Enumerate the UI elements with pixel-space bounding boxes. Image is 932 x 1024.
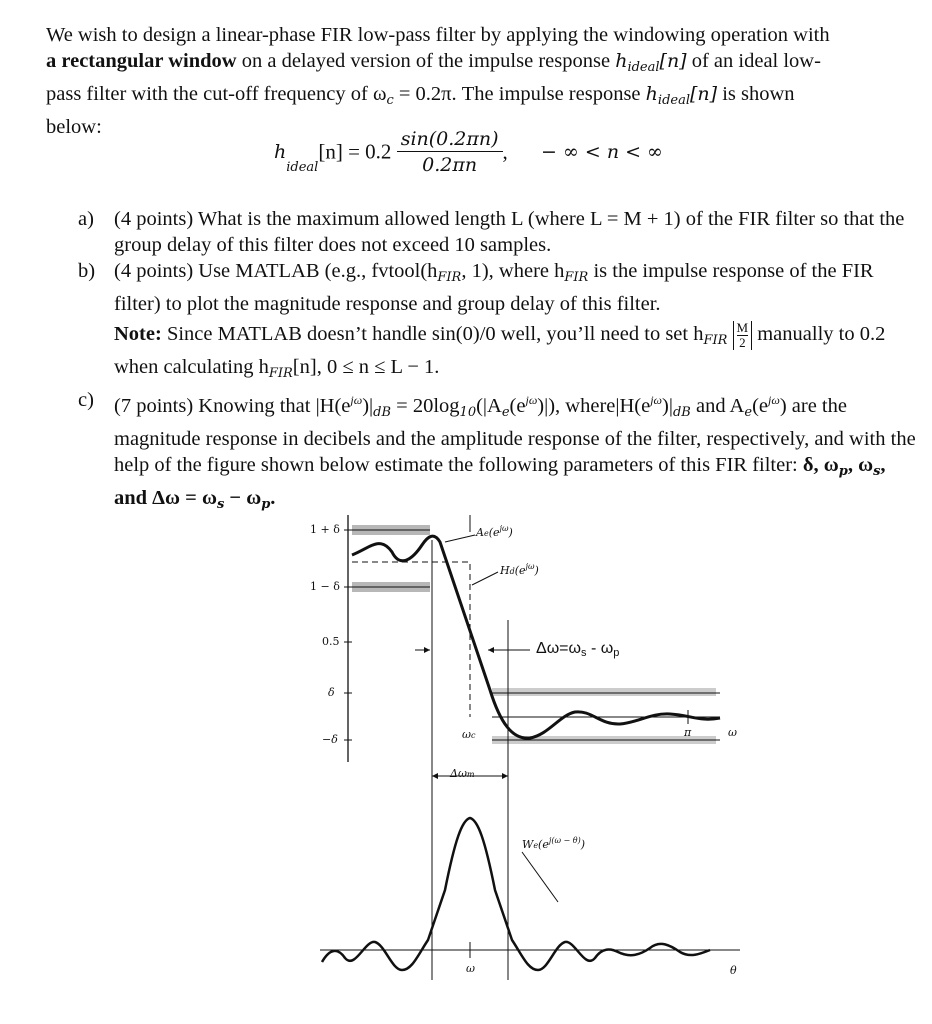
note-text-2: manually to 0.2 when calculating h bbox=[114, 323, 886, 379]
question-list bbox=[78, 206, 918, 518]
we-label-text: W bbox=[522, 838, 534, 851]
ae-label-text: A bbox=[476, 526, 484, 539]
we-sup: j(ω − θ) bbox=[548, 836, 581, 845]
q-c-params-2: , ω bbox=[847, 454, 874, 477]
h-sub: ideal bbox=[627, 60, 660, 75]
intro-bold: a rectangular window bbox=[46, 50, 237, 72]
q-c-s-sub: s bbox=[873, 464, 881, 480]
intro-line-4: below: bbox=[46, 116, 102, 138]
h-symbol: h bbox=[615, 50, 628, 72]
delta-mid: - ω bbox=[586, 640, 614, 657]
dwm-arrow-right bbox=[502, 773, 508, 779]
dwm-label bbox=[450, 767, 475, 780]
q-c-db: dB bbox=[373, 405, 392, 421]
intro-text: on a delayed version of the impulse response bbox=[236, 50, 616, 72]
wc-label bbox=[462, 728, 475, 741]
note-label: Note: bbox=[114, 323, 162, 346]
window-figure bbox=[300, 500, 760, 1010]
omega-label: ω bbox=[728, 726, 737, 739]
stopband-upper-band bbox=[492, 688, 716, 696]
ae-pointer bbox=[445, 535, 475, 542]
we-pointer bbox=[522, 852, 558, 902]
q-c-sup: jω bbox=[525, 393, 538, 408]
question-a bbox=[78, 206, 918, 258]
label-1md: 1 − δ bbox=[310, 580, 340, 593]
label-05: 0.5 bbox=[322, 635, 340, 648]
fir-sub: FIR bbox=[268, 366, 293, 382]
question-label: b) bbox=[78, 260, 96, 282]
question-label: c) bbox=[78, 389, 94, 412]
m-over-2 bbox=[733, 321, 753, 350]
intro-text-end: of an ideal low- bbox=[686, 50, 821, 72]
he-label bbox=[500, 562, 539, 577]
eq-range: − ∞ < n < ∞ bbox=[541, 141, 663, 163]
q-c-7: )| bbox=[662, 395, 673, 418]
ae-sub: e bbox=[483, 529, 489, 538]
he-close: ) bbox=[534, 564, 539, 577]
intro-line-3-end: is shown bbox=[717, 83, 795, 105]
he-label-text: H bbox=[500, 564, 510, 577]
q-c-1: (7 points) Knowing that |H(e bbox=[114, 395, 351, 418]
question-b-note bbox=[114, 321, 918, 387]
fir-sub: FIR bbox=[564, 270, 589, 285]
he-arg: (e bbox=[514, 564, 526, 577]
q-c-p-sub: p bbox=[261, 497, 271, 513]
eq-denominator: 0.2πn bbox=[422, 154, 478, 176]
q-c-9: (e bbox=[752, 395, 769, 418]
question-b-text: (4 points) Use MATLAB (e.g., fvtool(h bbox=[114, 260, 438, 282]
h-symbol-2: h bbox=[645, 83, 658, 105]
intro-paragraph bbox=[46, 22, 916, 140]
n-arg: [n] bbox=[659, 50, 687, 72]
q-c-5: (e bbox=[509, 395, 526, 418]
label-d: δ bbox=[328, 686, 335, 699]
dw-arrowhead-right bbox=[488, 647, 494, 653]
fir-sub: FIR bbox=[703, 333, 728, 349]
wc-sub: c bbox=[386, 93, 394, 108]
he-sup: jω bbox=[525, 562, 535, 571]
q-c-s-sub: s bbox=[216, 497, 225, 513]
window-spectrum-curve bbox=[322, 818, 710, 970]
dw-arrowhead-left bbox=[424, 647, 430, 653]
we-arg: (e bbox=[538, 838, 549, 851]
note-text-3: [n], 0 ≤ n ≤ L − 1. bbox=[292, 356, 440, 379]
delta-omega-text: Δω=ω bbox=[536, 640, 582, 657]
q-c-db: dB bbox=[672, 405, 691, 421]
he-sub: d bbox=[509, 567, 515, 576]
q-c-4: (|A bbox=[476, 395, 502, 418]
eq-lhs: h bbox=[274, 141, 287, 163]
q-c-2: )| bbox=[362, 395, 374, 418]
wc-label-sub: c bbox=[470, 731, 476, 740]
ae-sup: jω bbox=[499, 524, 509, 533]
q-c-params-3: , and Δω = ω bbox=[114, 454, 886, 510]
h-sub-2: ideal bbox=[657, 93, 690, 108]
question-b bbox=[78, 258, 918, 387]
ae-label bbox=[476, 524, 513, 539]
wc-text: ω bbox=[462, 728, 471, 741]
label-md: −δ bbox=[322, 733, 338, 746]
dwm-sub: m bbox=[466, 770, 475, 779]
question-a-text: (4 points) What is the maximum allowed length L (where L = M + 1) of the FIR filter so that the group delay of this filter does not exceed 10 samples. bbox=[114, 208, 905, 256]
theta-label: θ bbox=[730, 964, 737, 977]
intro-line-3: pass filter with the cut-off frequency of ω bbox=[46, 83, 387, 105]
ae-arg: (e bbox=[488, 526, 500, 539]
q-c-sup: jω bbox=[650, 393, 663, 408]
q-c-8: and A bbox=[690, 395, 745, 418]
pi-label: π bbox=[684, 726, 692, 739]
q-c-params: δ, ω bbox=[802, 454, 839, 477]
q-c-sup: jω bbox=[350, 393, 363, 408]
n-arg-2: [n] bbox=[690, 83, 718, 105]
eq-lhs-arg: [n] = 0.2 bbox=[318, 139, 392, 164]
he-pointer bbox=[472, 572, 498, 585]
question-b-text-3: is the impulse response of the FIR filter) to plot the magnitude response and group delay of this filter. bbox=[114, 260, 874, 315]
question-b-text-2: , 1), where h bbox=[461, 260, 565, 282]
we-close: ) bbox=[580, 838, 586, 851]
we-label bbox=[522, 836, 585, 851]
q-c-sup: jω bbox=[768, 393, 780, 408]
impulse-response-equation bbox=[274, 128, 734, 188]
fir-sub: FIR bbox=[437, 270, 462, 285]
intro-line-3-mid: = 0.2π. The impulse response bbox=[393, 83, 646, 105]
label-1pd: 1 + δ bbox=[310, 523, 340, 536]
eq-lhs-sub: ideal bbox=[286, 159, 319, 175]
eq-fraction bbox=[397, 128, 503, 176]
lower-omega-label: ω bbox=[466, 962, 475, 975]
q-c-params-4: − ω bbox=[224, 487, 262, 510]
intro-line-1: We wish to design a linear-phase FIR low-pass filter by applying the windowing operation with bbox=[46, 24, 830, 46]
q-c-p-sub: p bbox=[838, 464, 848, 480]
q-c-6: )|), where|H(e bbox=[537, 395, 651, 418]
q-c-10-text: ) are the magnitude response in decibels and the amplitude response of the filter, respectively, and with the help of the figure shown below estimate the following parameters of this FIR filter: bbox=[114, 395, 916, 477]
delta-omega-label bbox=[536, 640, 619, 659]
frac-bot: 2 bbox=[739, 335, 746, 350]
q-c-params-5: . bbox=[270, 487, 276, 510]
dwm-text: Δω bbox=[450, 767, 467, 780]
frac-top: M bbox=[736, 320, 749, 335]
delta-p-sub: p bbox=[613, 647, 620, 659]
q-c-e: e bbox=[744, 405, 753, 421]
ae-close: ) bbox=[508, 526, 513, 539]
question-c bbox=[78, 387, 918, 518]
dwm-arrow-left bbox=[432, 773, 438, 779]
eq-numerator: sin(0.2πn) bbox=[397, 128, 503, 152]
question-label: a) bbox=[78, 208, 94, 230]
we-sub: e bbox=[533, 841, 539, 850]
q-c-3: = 20log bbox=[391, 395, 460, 418]
note-text: Since MATLAB doesn’t handle sin(0)/0 well, you’ll need to set h bbox=[161, 323, 704, 346]
q-c-10: 10 bbox=[459, 405, 477, 421]
delta-s-sub: s bbox=[581, 647, 587, 659]
eq-comma: , bbox=[502, 139, 508, 164]
q-c-e: e bbox=[501, 405, 510, 421]
